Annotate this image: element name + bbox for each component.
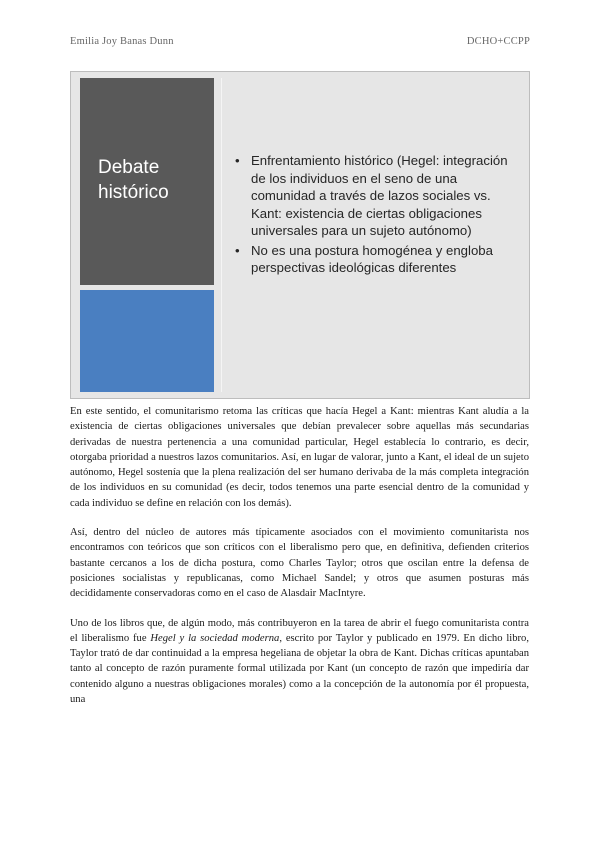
header-author: Emilia Joy Banas Dunn [70,36,174,47]
slide-bullet-item [233,242,518,277]
slide-bullet-text: Enfrentamiento histórico (Hegel: integración de los individuos en el seno de una comunidad a través de lazos sociales vs. Kant: existencia de ciertas obligaciones universales para un sujeto autónomo) [251,153,508,238]
slide-bullet-item [233,152,518,240]
slide-bullet-list [233,152,518,279]
header-course: DCHO+CCPP [466,36,530,47]
bullet-icon: • [235,153,240,168]
slide-divider [221,78,222,392]
paragraph-text: , escrito por Taylor y publicado en 1979. En dicho libro, Taylor trató de dar continuidad a la empresa hegeliana de objetar la obra de Kant. Dichas críticas apuntaban tanto al concepto de razón puramente formal utilizada por Kant (un concepto de razón que impediría dar contenido alguno a nuestras obligaciones morales) como a la concepción de la autonomía por él propuesta, una [70,632,530,706]
slide-image [70,71,530,399]
document-body [70,404,529,721]
book-title: Hegel y la sociedad moderna [150,632,280,644]
paragraph [70,616,529,708]
slide-bullet-text: No es una postura homogénea y engloba perspectivas ideológicas diferentes [251,242,493,275]
paragraph: Así, dentro del núcleo de autores más típicamente asociados con el movimiento comunitarista nos encontramos con teóricos que son críticos con el liberalismo pero que, en definitiva, defienden criterios bastante cercanos a los de dicha postura, como Charles Taylor; otros que oscilan entre la defensa de posiciones socialistas y republicanas, como Michael Sandel; y otros que asumen posturas más decididamente conservadoras como en el caso de Alasdair MacIntyre. [70,527,529,600]
bullet-icon: • [235,242,240,258]
paragraph-text: Uno de los libros que, de algún modo, más contribuyeron en la tarea de abrir el fuego comunitarista contra el liberalismo fue [70,617,529,644]
paragraph: En este sentido, el comunitarismo retoma las críticas que hacía Hegel a Kant: mientras Kant aludía a la existencia de ciertas obligaciones universales que debían prevalecer sobre aquellas más secundarias derivadas de nuestra pertenencia a una comunidad particular, Hegel establecía lo contrario, es decir, otorgaba prioridad a nuestros lazos comunitarios. Así, en lugar de valorar, junto a Kant, el ideal de un sujeto autónomo, Hegel sostenía que la plena realización del ser humano derivaba de la más completa integración de los individuos en su comunidad (es decir, todos tenemos una parte esencial dentro de la comunidad y cada individuo se define en relación con los demás). [70,406,529,509]
slide-title: Debate histórico [98,157,169,203]
slide-blue-panel [80,290,214,392]
page-header [70,36,530,47]
